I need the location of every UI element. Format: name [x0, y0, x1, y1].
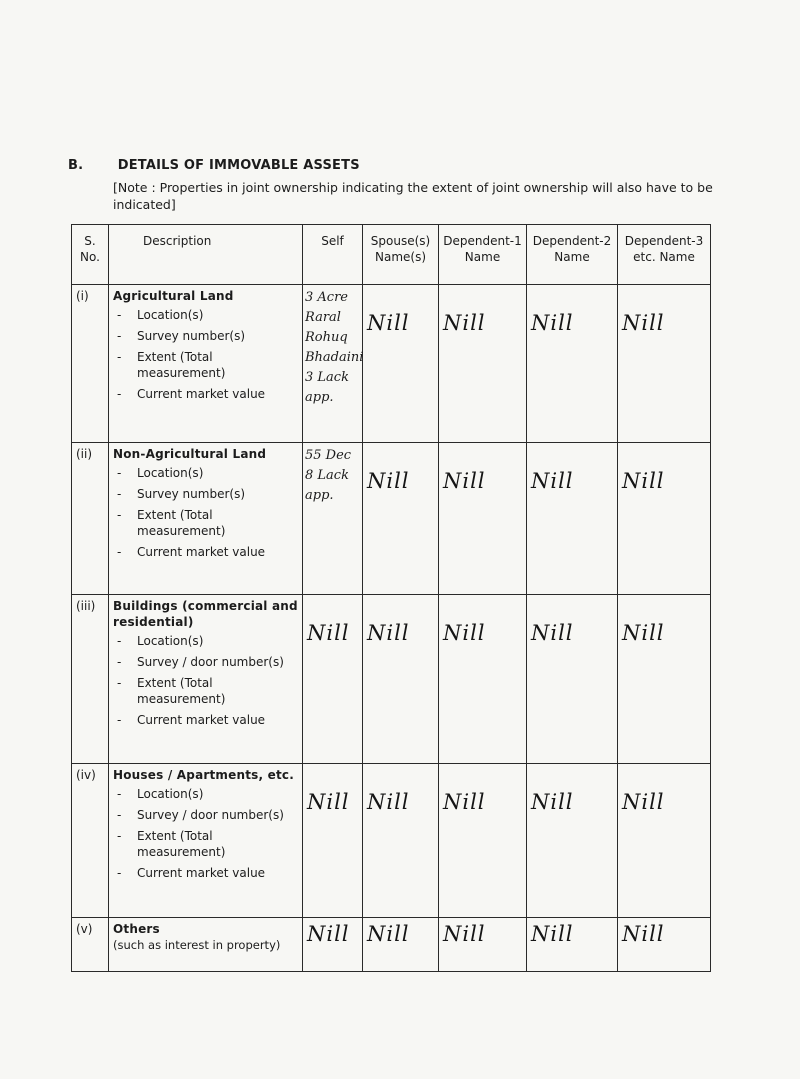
- spouse-value: Nill: [363, 443, 439, 595]
- description-item: - Current market value: [113, 712, 298, 728]
- dependent-2-value: Nill: [527, 443, 618, 595]
- dependent-3-value: Nill: [618, 918, 711, 972]
- dependent-1-value: Nill: [439, 285, 527, 443]
- row-sno: (iii): [72, 595, 109, 764]
- row-description: [109, 285, 303, 443]
- header-sno: S. No.: [72, 225, 109, 285]
- description-item: - Current market value: [113, 544, 298, 560]
- handwritten-line: 8 Lack: [305, 468, 349, 483]
- table-header-row: [72, 225, 711, 285]
- description-item: - Location(s): [113, 307, 298, 323]
- row-description: [109, 443, 303, 595]
- handwritten-line: 3 Acre: [305, 290, 348, 305]
- handwritten-line: app.: [305, 390, 334, 405]
- row-sno: (i): [72, 285, 109, 443]
- section-title: DETAILS OF IMMOVABLE ASSETS: [117, 158, 360, 173]
- description-item: - Survey number(s): [113, 486, 298, 502]
- dependent-2-value: Nill: [527, 285, 618, 443]
- dependent-2-value: Nill: [527, 595, 618, 764]
- row-title: Buildings (commercial and residential): [113, 599, 298, 629]
- dependent-3-value: Nill: [618, 285, 711, 443]
- handwritten-line: 3 Lack: [305, 370, 349, 385]
- row-sno: (v): [72, 918, 109, 972]
- dependent-3-value: Nill: [618, 764, 711, 918]
- handwritten-line: Bhadaini: [305, 350, 364, 365]
- dependent-1-value: Nill: [439, 764, 527, 918]
- description-item: - Extent (Total measurement): [113, 675, 298, 707]
- row-title: Non-Agricultural Land: [113, 447, 267, 461]
- row-title: Agricultural Land: [113, 289, 234, 303]
- row-sno: (ii): [72, 443, 109, 595]
- description-item: - Current market value: [113, 865, 298, 881]
- spouse-value: Nill: [363, 764, 439, 918]
- dependent-3-value: Nill: [618, 595, 711, 764]
- description-item: - Extent (Total measurement): [113, 349, 298, 381]
- dependent-1-value: Nill: [439, 918, 527, 972]
- header-dependent-1: Dependent-1 Name: [439, 225, 527, 285]
- section-note: [Note : Properties in joint ownership indicating the extent of joint ownership will also have to be indicated]: [113, 180, 713, 212]
- self-value: [303, 443, 363, 595]
- dependent-3-value: Nill: [618, 443, 711, 595]
- header-spouse: Spouse(s) Name(s): [363, 225, 439, 285]
- handwritten-line: Rohuq: [305, 330, 348, 345]
- table-row: [72, 285, 711, 443]
- spouse-value: Nill: [363, 595, 439, 764]
- dependent-2-value: Nill: [527, 918, 618, 972]
- handwritten-line: 55 Dec: [305, 448, 352, 463]
- row-description: [109, 764, 303, 918]
- header-dependent-3: Dependent-3 etc. Name: [618, 225, 711, 285]
- dependent-1-value: Nill: [439, 595, 527, 764]
- description-item: - Location(s): [113, 465, 298, 481]
- self-value: Nill: [303, 918, 363, 972]
- header-dependent-2: Dependent-2 Name: [527, 225, 618, 285]
- description-item: - Location(s): [113, 633, 298, 649]
- spouse-value: Nill: [363, 285, 439, 443]
- dependent-1-value: Nill: [439, 443, 527, 595]
- header-description: Description: [109, 225, 303, 285]
- row-title: Houses / Apartments, etc.: [113, 768, 294, 782]
- table-row: [72, 918, 711, 972]
- dependent-2-value: Nill: [527, 764, 618, 918]
- section-number: B.: [68, 158, 84, 173]
- row-title: Others: [113, 922, 160, 936]
- self-value: Nill: [303, 595, 363, 764]
- section-heading: [68, 158, 360, 173]
- description-item: - Current market value: [113, 386, 298, 402]
- self-value: [303, 285, 363, 443]
- immovable-assets-table: [71, 224, 711, 972]
- table-row: [72, 443, 711, 595]
- row-description: [109, 595, 303, 764]
- description-item: - Location(s): [113, 786, 298, 802]
- row-sno: (iv): [72, 764, 109, 918]
- table-row: [72, 764, 711, 918]
- table-row: [72, 595, 711, 764]
- description-item: - Survey number(s): [113, 328, 298, 344]
- header-self: Self: [303, 225, 363, 285]
- description-item: - Survey / door number(s): [113, 807, 298, 823]
- handwritten-line: Raral: [305, 310, 341, 325]
- description-item: - Extent (Total measurement): [113, 507, 298, 539]
- description-item: - Survey / door number(s): [113, 654, 298, 670]
- description-item: - Extent (Total measurement): [113, 828, 298, 860]
- row-subtitle: (such as interest in property): [113, 938, 281, 952]
- handwritten-line: app.: [305, 488, 334, 503]
- spouse-value: Nill: [363, 918, 439, 972]
- row-description: [109, 918, 303, 972]
- self-value: Nill: [303, 764, 363, 918]
